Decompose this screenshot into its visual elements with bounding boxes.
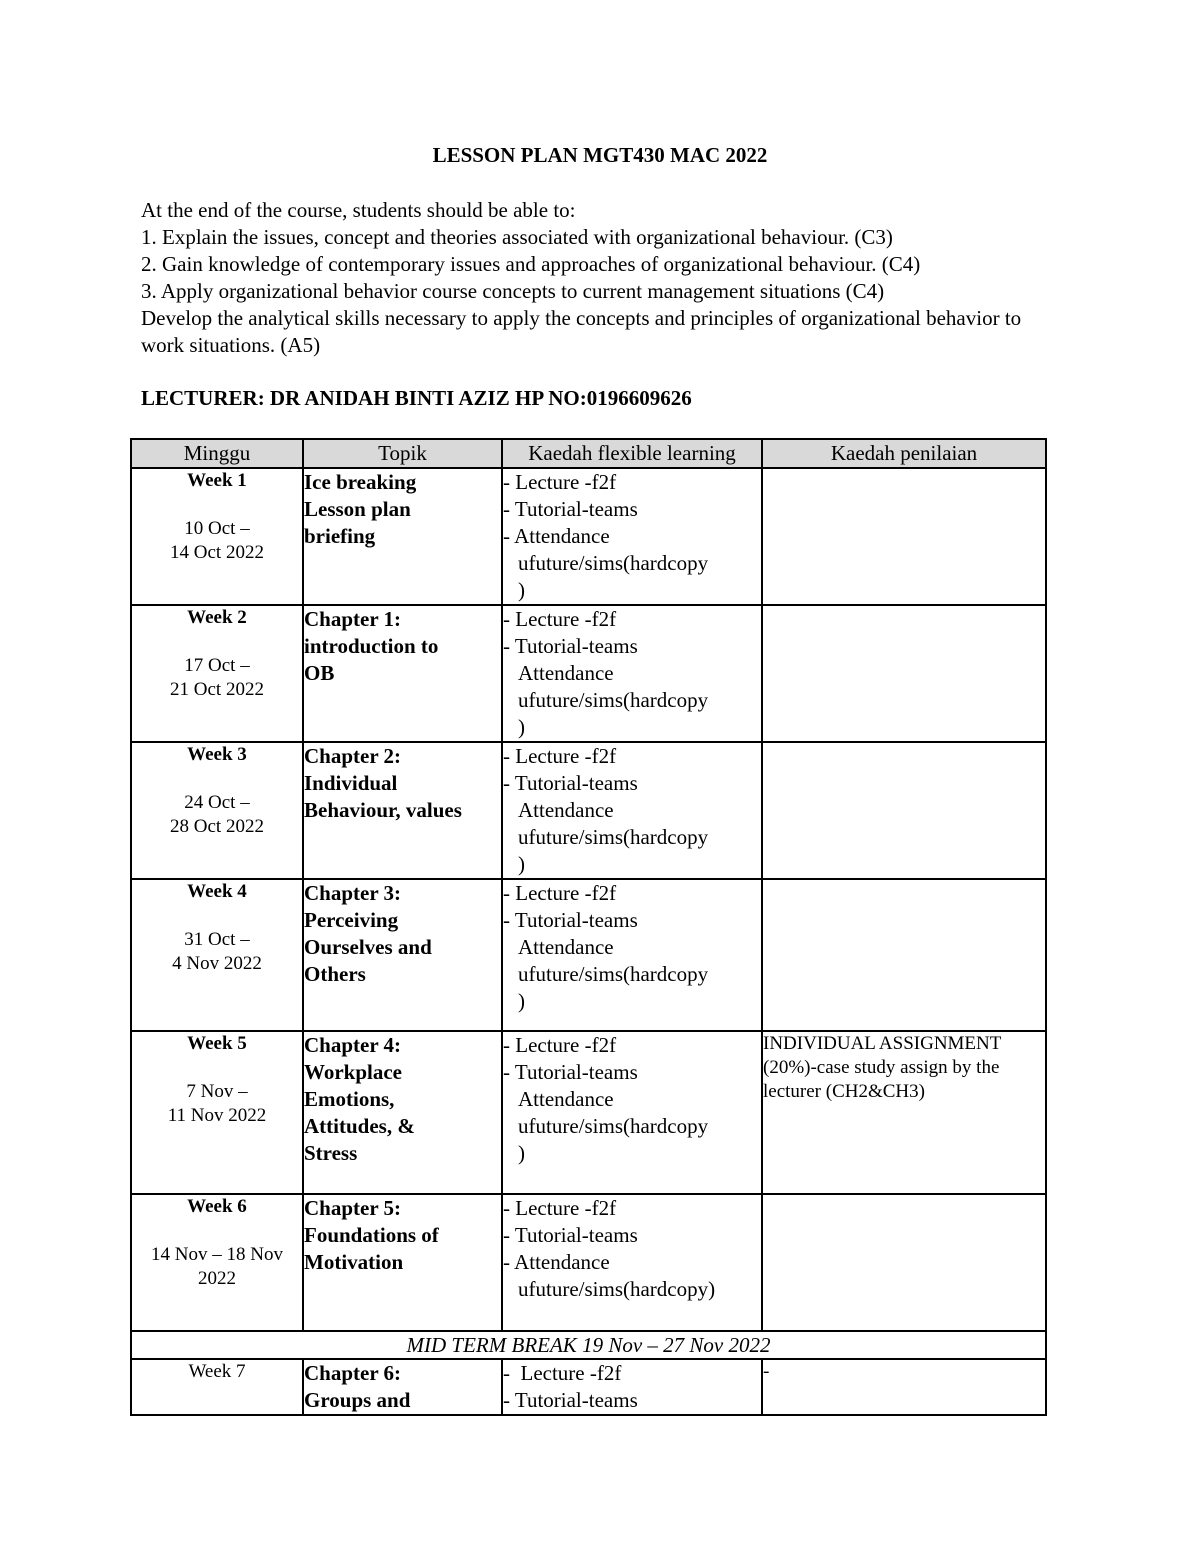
method-line: - Lecture -f2f	[503, 1361, 622, 1385]
topic-cell	[303, 879, 502, 1031]
midterm-break-row	[131, 1331, 1046, 1359]
objective-item: 3. Apply organizational behavior course concepts to current management situations (C4)	[141, 279, 885, 303]
topic-line: Others	[304, 962, 366, 986]
topic-line: Behaviour, values	[304, 798, 462, 822]
assessment-cell: INDIVIDUAL ASSIGNMENT (20%)-case study assign by the lecturer (CH2&CH3)	[762, 1031, 1046, 1194]
course-objectives	[141, 197, 1041, 359]
methods-cell	[502, 1194, 762, 1331]
method-line: - Tutorial-teams	[503, 634, 638, 658]
table-header-row	[131, 439, 1046, 468]
assessment-cell: -	[762, 1359, 1046, 1415]
week-date-line: 7 Nov –	[186, 1081, 248, 1102]
method-line: - Attendance	[503, 1250, 610, 1274]
week-date-line: 24 Oct –	[184, 792, 250, 813]
method-line: - Lecture -f2f	[503, 881, 617, 905]
objectives-intro: At the end of the course, students should be able to:	[141, 198, 576, 222]
topic-line: Groups and	[304, 1388, 411, 1412]
week-dates	[132, 654, 302, 702]
week-date-line: 14 Nov – 18 Nov	[151, 1244, 283, 1265]
week-label: Week 7	[188, 1361, 246, 1382]
week-label: Week 6	[187, 1196, 247, 1217]
method-line: - Tutorial-teams	[503, 1223, 638, 1247]
header-kaedah-flexible-learning: Kaedah flexible learning	[502, 439, 762, 468]
week-cell	[131, 879, 303, 1031]
week-label: Week 2	[187, 607, 247, 628]
header-minggu: Minggu	[131, 439, 303, 468]
assessment-cell	[762, 468, 1046, 605]
method-line: Attendance	[518, 1087, 614, 1111]
topic-line: Ourselves and	[304, 935, 432, 959]
topic-line: Workplace	[304, 1060, 402, 1084]
week-dates	[132, 517, 302, 565]
objective-item: 1. Explain the issues, concept and theories associated with organizational behaviour. (C3)	[141, 225, 893, 249]
objective-item: Develop the analytical skills necessary to apply the concepts and principles of organizational behavior to work situations. (A5)	[141, 306, 1022, 357]
topic-line: Stress	[304, 1141, 358, 1165]
method-line: )	[518, 578, 525, 602]
topic-line: Perceiving	[304, 908, 399, 932]
week-date-line: 11 Nov 2022	[167, 1105, 267, 1126]
method-line: - Lecture -f2f	[503, 607, 617, 631]
method-line: ufuture/sims(hardcopy	[518, 551, 709, 575]
week-cell	[131, 605, 303, 742]
topic-line: Attitudes, &	[304, 1114, 415, 1138]
table-row	[131, 468, 1046, 605]
week-cell	[131, 742, 303, 879]
topic-line: Emotions,	[304, 1087, 395, 1111]
week-date-line: 10 Oct –	[184, 518, 250, 539]
method-line: ufuture/sims(hardcopy	[518, 825, 709, 849]
topic-cell	[303, 468, 502, 605]
assessment-cell	[762, 1194, 1046, 1331]
topic-line: Chapter 5:	[304, 1196, 402, 1220]
method-line: - Tutorial-teams	[503, 908, 638, 932]
method-line: - Lecture -f2f	[503, 1196, 617, 1220]
week-cell	[131, 1359, 303, 1415]
topic-line: Individual	[304, 771, 398, 795]
method-line: )	[518, 852, 525, 876]
method-line: )	[518, 1141, 525, 1165]
midterm-break-label: MID TERM BREAK 19 Nov – 27 Nov 2022	[131, 1331, 1046, 1359]
method-line: - Tutorial-teams	[503, 771, 638, 795]
topic-line: Chapter 3:	[304, 881, 402, 905]
table-row	[131, 1194, 1046, 1331]
methods-cell	[502, 879, 762, 1031]
week-date-line: 4 Nov 2022	[172, 953, 262, 974]
topic-line: Foundations of	[304, 1223, 439, 1247]
topic-line: briefing	[304, 524, 376, 548]
topic-cell	[303, 1359, 502, 1415]
lecturer-info: LECTURER: DR ANIDAH BINTI AZIZ HP NO:0196609626	[141, 386, 692, 410]
topic-line: Motivation	[304, 1250, 404, 1274]
objective-item: 2. Gain knowledge of contemporary issues and approaches of organizational behaviour. (C4)	[141, 252, 921, 276]
week-date-line: 31 Oct –	[184, 929, 250, 950]
header-kaedah-penilaian: Kaedah penilaian	[762, 439, 1046, 468]
table-row	[131, 605, 1046, 742]
week-dates	[132, 928, 302, 976]
assessment-cell	[762, 742, 1046, 879]
method-line: )	[518, 989, 525, 1013]
week-dates	[132, 1080, 302, 1128]
methods-cell	[502, 1031, 762, 1194]
method-line: - Tutorial-teams	[503, 1060, 638, 1084]
method-line: - Tutorial-teams	[503, 1388, 638, 1412]
method-line: - Lecture -f2f	[503, 744, 617, 768]
table-row	[131, 879, 1046, 1031]
topic-cell	[303, 1194, 502, 1331]
week-cell	[131, 468, 303, 605]
methods-cell	[502, 1359, 762, 1415]
method-line: - Attendance	[503, 524, 610, 548]
table-row	[131, 1031, 1046, 1194]
week-label: Week 5	[187, 1033, 247, 1054]
method-line: - Lecture -f2f	[503, 470, 617, 494]
method-line: Attendance	[518, 798, 614, 822]
topic-cell	[303, 1031, 502, 1194]
week-cell	[131, 1194, 303, 1331]
methods-cell	[502, 605, 762, 742]
lesson-plan-table	[130, 438, 1047, 1416]
method-line: ufuture/sims(hardcopy)	[518, 1277, 716, 1301]
assessment-cell	[762, 605, 1046, 742]
methods-cell	[502, 742, 762, 879]
topic-line: Lesson plan	[304, 497, 411, 521]
method-line: Attendance	[518, 661, 614, 685]
week-date-line: 2022	[198, 1268, 236, 1289]
week-dates	[132, 1243, 302, 1291]
method-line: ufuture/sims(hardcopy	[518, 688, 709, 712]
topic-cell	[303, 742, 502, 879]
week-dates	[132, 791, 302, 839]
header-topik: Topik	[303, 439, 502, 468]
week-label: Week 1	[187, 470, 247, 491]
method-line: Attendance	[518, 935, 614, 959]
topic-cell	[303, 605, 502, 742]
method-line: - Tutorial-teams	[503, 497, 638, 521]
method-line: ufuture/sims(hardcopy	[518, 1114, 709, 1138]
table-row	[131, 742, 1046, 879]
topic-line: Ice breaking	[304, 470, 417, 494]
topic-line: introduction to	[304, 634, 439, 658]
topic-line: Chapter 1:	[304, 607, 402, 631]
topic-line: Chapter 6:	[304, 1361, 402, 1385]
week-date-line: 28 Oct 2022	[170, 816, 264, 837]
topic-line: Chapter 4:	[304, 1033, 402, 1057]
week-label: Week 3	[187, 744, 247, 765]
week-date-line: 21 Oct 2022	[170, 679, 264, 700]
week-cell	[131, 1031, 303, 1194]
method-line: )	[518, 715, 525, 739]
topic-line: Chapter 2:	[304, 744, 402, 768]
topic-line: OB	[304, 661, 335, 685]
assessment-cell	[762, 879, 1046, 1031]
week-date-line: 14 Oct 2022	[170, 542, 264, 563]
methods-cell	[502, 468, 762, 605]
week-date-line: 17 Oct –	[184, 655, 250, 676]
page-title: LESSON PLAN MGT430 MAC 2022	[432, 143, 768, 167]
method-line: - Lecture -f2f	[503, 1033, 617, 1057]
method-line: ufuture/sims(hardcopy	[518, 962, 709, 986]
table-row	[131, 1359, 1046, 1415]
week-label: Week 4	[187, 881, 247, 902]
